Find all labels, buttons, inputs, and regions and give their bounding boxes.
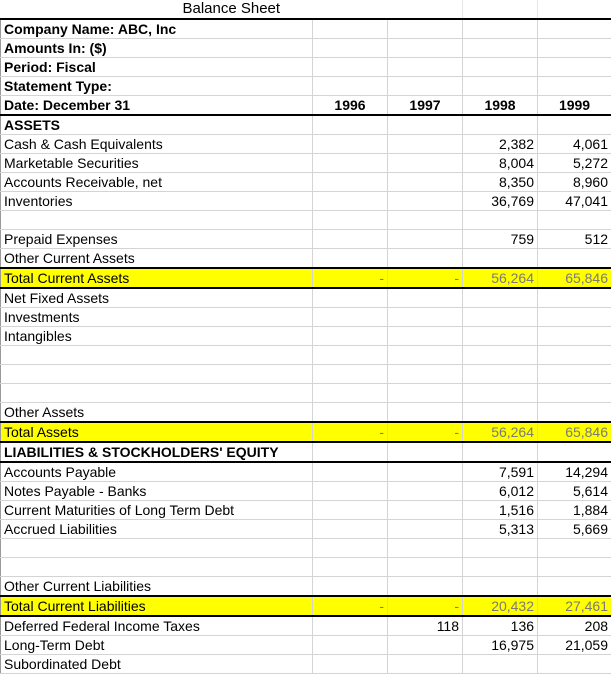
value-cell[interactable]: 7,591 (463, 462, 538, 482)
cell[interactable] (388, 442, 463, 462)
cell[interactable] (313, 365, 388, 384)
row-label[interactable]: Inventories (1, 192, 313, 211)
value-cell[interactable] (538, 288, 611, 308)
table-row (1, 327, 611, 346)
header-row (1, 39, 611, 58)
blank-row (1, 558, 611, 577)
value-cell[interactable] (538, 577, 611, 597)
value-cell[interactable]: 8,350 (463, 173, 538, 192)
table-row (1, 403, 611, 423)
value-cell[interactable]: 208 (538, 616, 611, 636)
cell[interactable] (538, 77, 611, 96)
header-row (1, 58, 611, 77)
row-label[interactable]: Prepaid Expenses (1, 230, 313, 249)
value-cell[interactable] (313, 520, 388, 539)
value-cell[interactable]: 56,264 (463, 422, 538, 442)
row-label[interactable]: Accounts Payable (1, 462, 313, 482)
row-label[interactable]: Total Current Liabilities (1, 596, 313, 616)
statement-type[interactable]: Statement Type: (1, 77, 313, 96)
blank-row (1, 365, 611, 384)
cell[interactable] (313, 115, 388, 135)
value-cell[interactable] (313, 288, 388, 308)
value-cell[interactable] (313, 173, 388, 192)
value-cell[interactable] (313, 403, 388, 423)
cell[interactable] (388, 39, 463, 58)
cell[interactable] (388, 211, 463, 230)
value-cell[interactable]: 4,061 (538, 135, 611, 154)
cell[interactable] (463, 19, 538, 39)
value-cell[interactable] (313, 501, 388, 520)
value-cell[interactable] (388, 327, 463, 346)
value-cell[interactable]: - (388, 422, 463, 442)
blank-row (1, 211, 611, 230)
year-1998[interactable]: 1998 (463, 96, 538, 116)
value-cell[interactable]: 1,516 (463, 501, 538, 520)
value-cell[interactable] (313, 230, 388, 249)
cell[interactable] (313, 558, 388, 577)
cell[interactable] (538, 19, 611, 39)
date-label[interactable]: Date: December 31 (1, 96, 313, 116)
total-row (1, 596, 611, 616)
header-row (1, 77, 611, 96)
cell[interactable] (388, 384, 463, 403)
cell[interactable] (313, 539, 388, 558)
value-cell[interactable] (388, 655, 463, 674)
cell[interactable] (463, 539, 538, 558)
table-row (1, 655, 611, 674)
table-row (1, 616, 611, 636)
cell[interactable] (313, 442, 388, 462)
value-cell[interactable] (388, 520, 463, 539)
liabilities-heading[interactable]: LIABILITIES & STOCKHOLDERS' EQUITY (1, 442, 313, 462)
cell[interactable] (1, 539, 313, 558)
period[interactable]: Period: Fiscal (1, 58, 313, 77)
value-cell[interactable] (388, 501, 463, 520)
cell[interactable] (463, 115, 538, 135)
value-cell[interactable] (463, 249, 538, 269)
value-cell[interactable] (388, 135, 463, 154)
value-cell[interactable] (313, 308, 388, 327)
value-cell[interactable]: 759 (463, 230, 538, 249)
value-cell[interactable] (463, 403, 538, 423)
value-cell[interactable] (388, 230, 463, 249)
value-cell[interactable] (313, 327, 388, 346)
company-name[interactable]: Company Name: ABC, Inc (1, 19, 313, 39)
cell[interactable] (463, 442, 538, 462)
value-cell[interactable] (463, 655, 538, 674)
value-cell[interactable]: 118 (388, 616, 463, 636)
cell[interactable] (1, 211, 313, 230)
value-cell[interactable] (388, 308, 463, 327)
cell[interactable] (1, 365, 313, 384)
table-row (1, 192, 611, 211)
row-label[interactable]: Notes Payable - Banks (1, 482, 313, 501)
row-label[interactable]: Net Fixed Assets (1, 288, 313, 308)
value-cell[interactable]: 65,846 (538, 268, 611, 288)
value-cell[interactable]: - (388, 596, 463, 616)
cell[interactable] (463, 77, 538, 96)
row-label[interactable]: Other Current Assets (1, 249, 313, 269)
value-cell[interactable] (388, 173, 463, 192)
table-row (1, 135, 611, 154)
value-cell[interactable]: 21,059 (538, 636, 611, 655)
value-cell[interactable] (313, 577, 388, 597)
value-cell[interactable] (463, 327, 538, 346)
cell[interactable] (538, 58, 611, 77)
year-1996[interactable]: 1996 (313, 96, 388, 116)
cell[interactable] (463, 211, 538, 230)
cell[interactable] (313, 58, 388, 77)
section-header-row (1, 442, 611, 462)
value-cell[interactable]: 6,012 (463, 482, 538, 501)
value-cell[interactable] (388, 154, 463, 173)
cell[interactable] (1, 558, 313, 577)
cell[interactable] (538, 539, 611, 558)
row-label[interactable]: Deferred Federal Income Taxes (1, 616, 313, 636)
value-cell[interactable] (388, 636, 463, 655)
table-row (1, 577, 611, 597)
cell[interactable] (463, 365, 538, 384)
value-cell[interactable]: 5,614 (538, 482, 611, 501)
row-label[interactable]: Other Current Liabilities (1, 577, 313, 597)
value-cell[interactable] (538, 308, 611, 327)
cell[interactable] (538, 384, 611, 403)
table-row (1, 520, 611, 539)
cell[interactable] (538, 115, 611, 135)
cell[interactable] (463, 558, 538, 577)
row-label[interactable]: Other Assets (1, 403, 313, 423)
section-header-row (1, 115, 611, 135)
cell[interactable] (463, 346, 538, 365)
cell[interactable] (463, 0, 538, 19)
year-1999[interactable]: 1999 (538, 96, 611, 116)
blank-row (1, 384, 611, 403)
value-cell[interactable]: 56,264 (463, 268, 538, 288)
cell[interactable] (1, 346, 313, 365)
value-cell[interactable] (388, 288, 463, 308)
value-cell[interactable] (313, 192, 388, 211)
cell[interactable] (538, 558, 611, 577)
assets-heading[interactable]: ASSETS (1, 115, 313, 135)
header-row (1, 19, 611, 39)
total-row (1, 268, 611, 288)
row-label[interactable]: Accounts Receivable, net (1, 173, 313, 192)
row-label[interactable]: Investments (1, 308, 313, 327)
value-cell[interactable] (313, 655, 388, 674)
value-cell[interactable] (313, 135, 388, 154)
amounts-in[interactable]: Amounts In: ($) (1, 39, 313, 58)
cell[interactable] (1, 384, 313, 403)
value-cell[interactable]: 136 (463, 616, 538, 636)
cell[interactable] (538, 365, 611, 384)
value-cell[interactable] (388, 192, 463, 211)
table-row (1, 462, 611, 482)
table-row (1, 308, 611, 327)
value-cell[interactable] (538, 403, 611, 423)
cell[interactable] (313, 346, 388, 365)
row-label[interactable]: Accrued Liabilities (1, 520, 313, 539)
value-cell[interactable]: 16,975 (463, 636, 538, 655)
value-cell[interactable]: 65,846 (538, 422, 611, 442)
cell[interactable] (313, 77, 388, 96)
value-cell[interactable] (388, 249, 463, 269)
cell[interactable] (388, 539, 463, 558)
value-cell[interactable]: 1,884 (538, 501, 611, 520)
value-cell[interactable] (538, 327, 611, 346)
value-cell[interactable] (388, 403, 463, 423)
table-row (1, 482, 611, 501)
value-cell[interactable] (388, 462, 463, 482)
cell[interactable] (463, 39, 538, 58)
value-cell[interactable]: 5,272 (538, 154, 611, 173)
value-cell[interactable]: 8,960 (538, 173, 611, 192)
cell[interactable] (538, 346, 611, 365)
cell[interactable] (313, 211, 388, 230)
cell[interactable] (538, 0, 611, 19)
cell[interactable] (388, 115, 463, 135)
value-cell[interactable] (313, 482, 388, 501)
value-cell[interactable] (388, 577, 463, 597)
value-cell[interactable] (313, 154, 388, 173)
total-row (1, 422, 611, 442)
value-cell[interactable] (463, 308, 538, 327)
value-cell[interactable] (463, 288, 538, 308)
value-cell[interactable]: 8,004 (463, 154, 538, 173)
value-cell[interactable] (538, 655, 611, 674)
cell[interactable] (538, 211, 611, 230)
table-row (1, 230, 611, 249)
cell[interactable] (463, 58, 538, 77)
cell[interactable] (313, 39, 388, 58)
value-cell[interactable]: - (388, 268, 463, 288)
value-cell[interactable]: 14,294 (538, 462, 611, 482)
row-label[interactable]: Intangibles (1, 327, 313, 346)
value-cell[interactable]: - (313, 268, 388, 288)
title-row (1, 0, 611, 19)
table-row (1, 501, 611, 520)
row-label[interactable]: Marketable Securities (1, 154, 313, 173)
value-cell[interactable] (313, 616, 388, 636)
value-cell[interactable]: 27,461 (538, 596, 611, 616)
value-cell[interactable] (538, 249, 611, 269)
value-cell[interactable]: 5,313 (463, 520, 538, 539)
cell[interactable] (313, 384, 388, 403)
year-header-row (1, 96, 611, 116)
cell[interactable] (388, 365, 463, 384)
value-cell[interactable]: 512 (538, 230, 611, 249)
table-row (1, 636, 611, 655)
value-cell[interactable]: 5,669 (538, 520, 611, 539)
value-cell[interactable] (388, 482, 463, 501)
table-row (1, 249, 611, 269)
blank-row (1, 346, 611, 365)
value-cell[interactable] (313, 462, 388, 482)
cell[interactable] (538, 39, 611, 58)
value-cell[interactable] (313, 249, 388, 269)
cell[interactable] (538, 442, 611, 462)
sheet-title[interactable]: Balance Sheet (1, 0, 463, 19)
cell[interactable] (463, 384, 538, 403)
value-cell[interactable]: - (313, 596, 388, 616)
cell[interactable] (313, 19, 388, 39)
value-cell[interactable] (313, 636, 388, 655)
row-label[interactable]: Total Assets (1, 422, 313, 442)
row-label[interactable]: Current Maturities of Long Term Debt (1, 501, 313, 520)
table-row (1, 173, 611, 192)
row-label[interactable]: Cash & Cash Equivalents (1, 135, 313, 154)
value-cell[interactable] (463, 577, 538, 597)
cell[interactable] (388, 346, 463, 365)
table-row (1, 288, 611, 308)
cell[interactable] (388, 19, 463, 39)
year-1997[interactable]: 1997 (388, 96, 463, 116)
table-row (1, 154, 611, 173)
cell[interactable] (388, 58, 463, 77)
cell[interactable] (388, 77, 463, 96)
row-label[interactable]: Subordinated Debt (1, 655, 313, 674)
value-cell[interactable]: 47,041 (538, 192, 611, 211)
value-cell[interactable]: 20,432 (463, 596, 538, 616)
value-cell[interactable]: 2,382 (463, 135, 538, 154)
row-label[interactable]: Total Current Assets (1, 268, 313, 288)
row-label[interactable]: Long-Term Debt (1, 636, 313, 655)
value-cell[interactable]: 36,769 (463, 192, 538, 211)
value-cell[interactable]: - (313, 422, 388, 442)
blank-row (1, 539, 611, 558)
cell[interactable] (388, 558, 463, 577)
